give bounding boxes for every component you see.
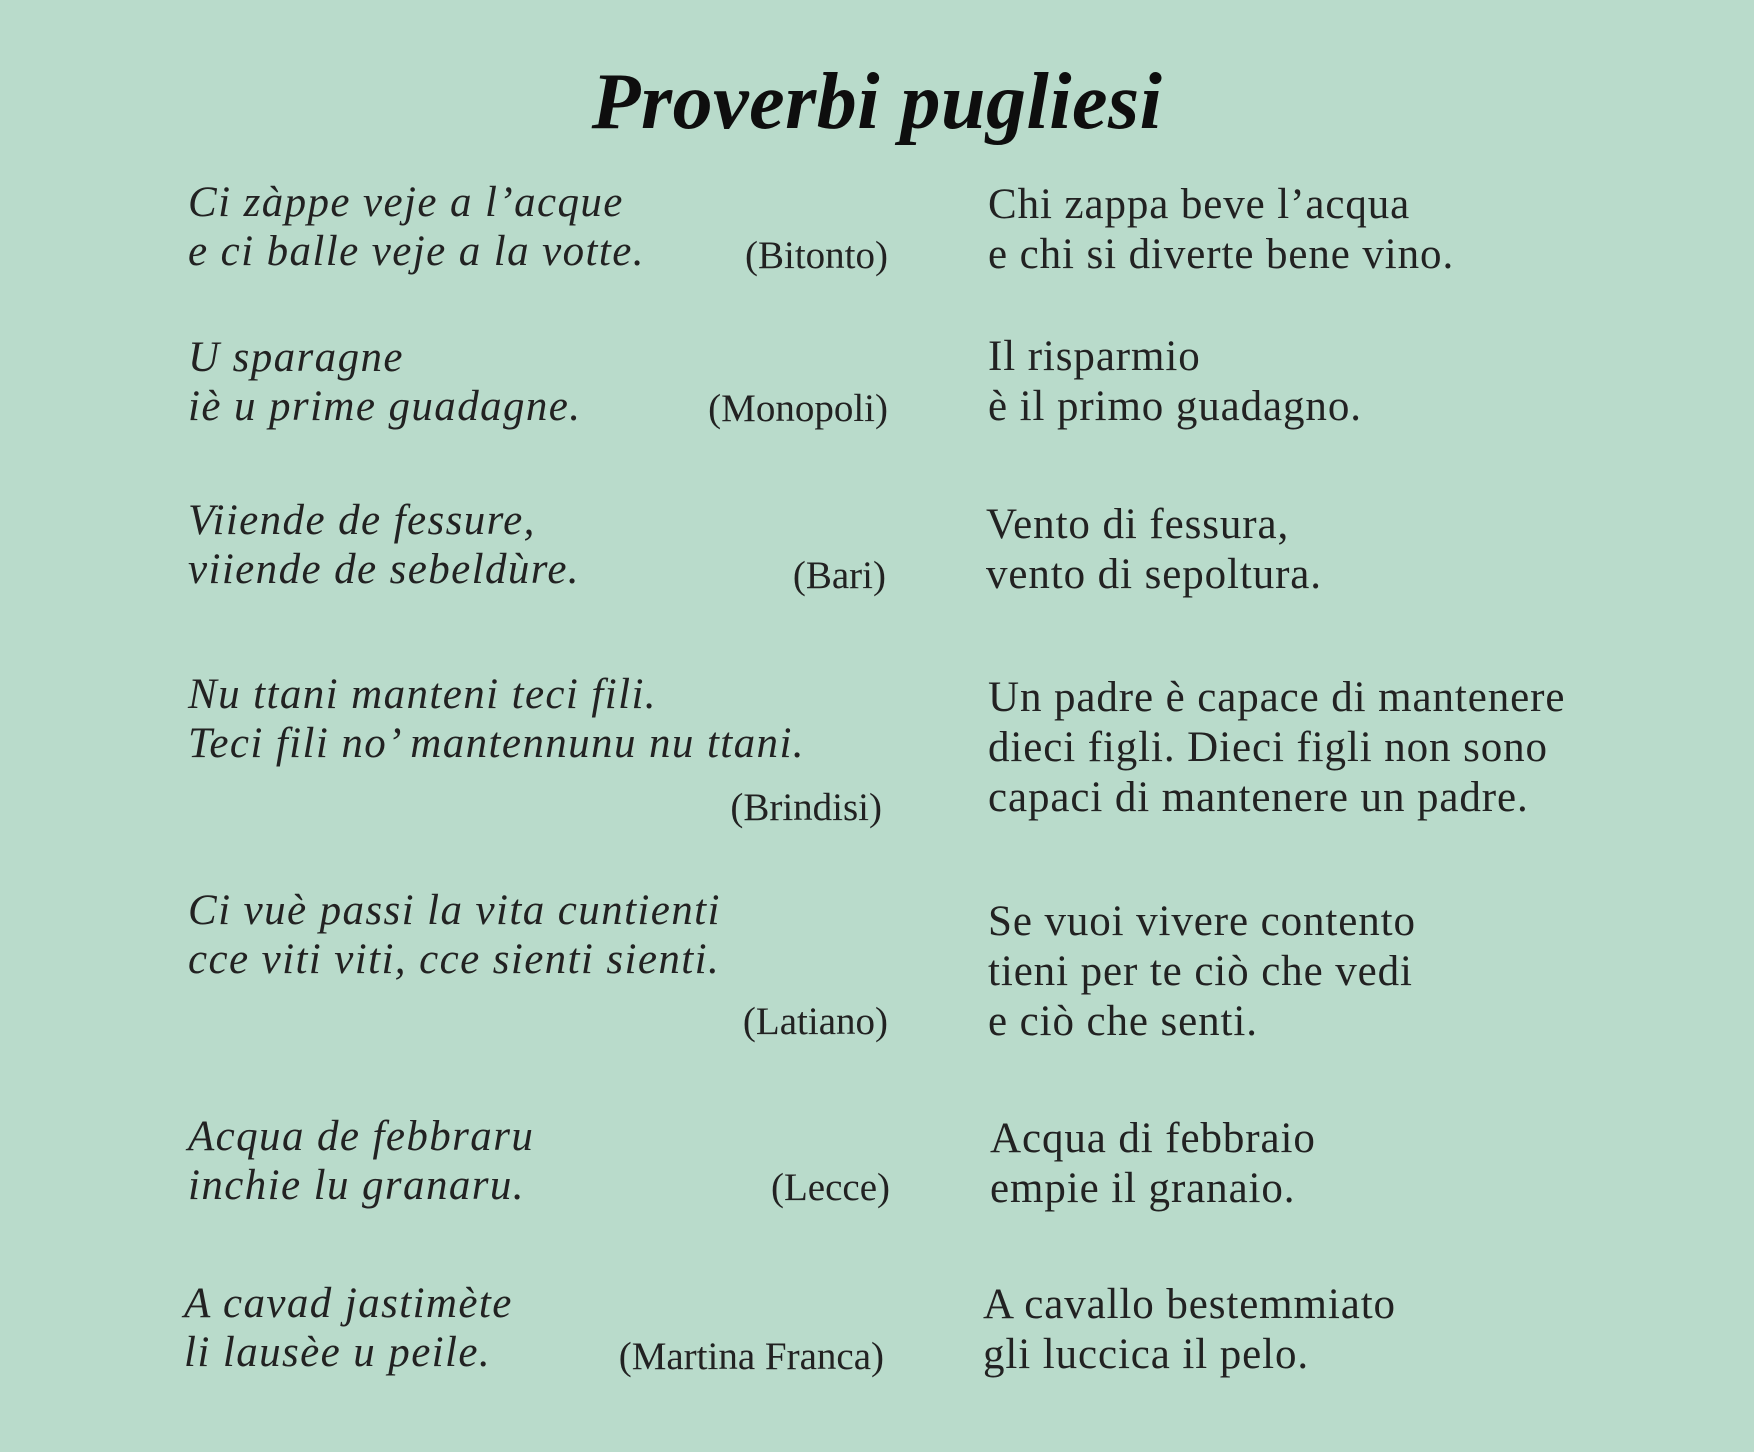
dialect-line: U sparagne xyxy=(188,334,404,381)
dialect-text xyxy=(188,670,888,768)
dialect-line: Ci vuè passi la vita cuntienti xyxy=(188,887,721,934)
dialect-line: Acqua de febbraru xyxy=(188,1113,535,1160)
italian-line: empie il granaio. xyxy=(990,1165,1296,1212)
italian-line: è il primo guadagno. xyxy=(988,383,1362,430)
dialect-line: iè u prime guadagne. xyxy=(188,383,582,430)
place-name: (Bari) xyxy=(792,554,886,597)
italian-line: Acqua di febbraio xyxy=(990,1115,1316,1162)
italian-line: Un padre è capace di mantenere xyxy=(988,674,1566,721)
dialect-line: cce viti viti, cce sienti sienti. xyxy=(188,936,721,983)
italian-line: tieni per te ciò che vedi xyxy=(988,948,1413,995)
italian-translation xyxy=(988,332,1708,432)
italian-line: Chi zappa beve l’acqua xyxy=(988,181,1411,228)
italian-line: gli luccica il pelo. xyxy=(983,1331,1310,1378)
italian-line: Il risparmio xyxy=(988,333,1201,380)
italian-line: capaci di mantenere un padre. xyxy=(988,774,1529,821)
place-name: (Martina Franca) xyxy=(618,1335,884,1378)
italian-translation xyxy=(988,897,1708,1047)
place-name: (Lecce) xyxy=(770,1166,890,1209)
place-name: (Bitonto) xyxy=(745,234,888,277)
dialect-line: viiende de sebeldùre. xyxy=(188,546,580,593)
italian-line: A cavallo bestemmiato xyxy=(983,1281,1396,1328)
dialect-line: Nu ttani manteni teci fili. xyxy=(188,671,657,718)
italian-translation xyxy=(990,1114,1710,1214)
place-name: (Latiano) xyxy=(742,1000,888,1043)
italian-line: dieci figli. Dieci figli non sono xyxy=(988,724,1548,771)
page-title: Proverbi pugliesi xyxy=(591,58,1163,146)
dialect-line: Viiende de fessure, xyxy=(188,497,536,544)
italian-translation xyxy=(988,673,1708,823)
dialect-line: inchie lu granaru. xyxy=(188,1162,525,1209)
italian-line: Vento di fessura, xyxy=(986,501,1290,548)
italian-line: vento di sepoltura. xyxy=(986,551,1322,598)
dialect-text xyxy=(188,886,888,984)
dialect-line: A cavad jastimète xyxy=(184,1280,513,1327)
place-name: (Brindisi) xyxy=(730,786,882,829)
dialect-line: Ci zàppe veje a l’acque xyxy=(188,179,624,226)
italian-translation xyxy=(988,180,1708,280)
place-name: (Monopoli) xyxy=(708,387,888,430)
dialect-line: e ci balle veje a la votte. xyxy=(188,228,645,275)
italian-line: e ciò che senti. xyxy=(988,998,1258,1045)
italian-translation xyxy=(983,1280,1703,1380)
italian-line: e chi si diverte bene vino. xyxy=(988,231,1455,278)
italian-line: Se vuoi vivere contento xyxy=(988,898,1416,945)
dialect-text xyxy=(188,496,888,594)
dialect-line: Teci fili no’ mantennunu nu ttani. xyxy=(188,720,805,767)
italian-translation xyxy=(986,500,1706,600)
dialect-line: li lausèe u peile. xyxy=(184,1329,492,1376)
